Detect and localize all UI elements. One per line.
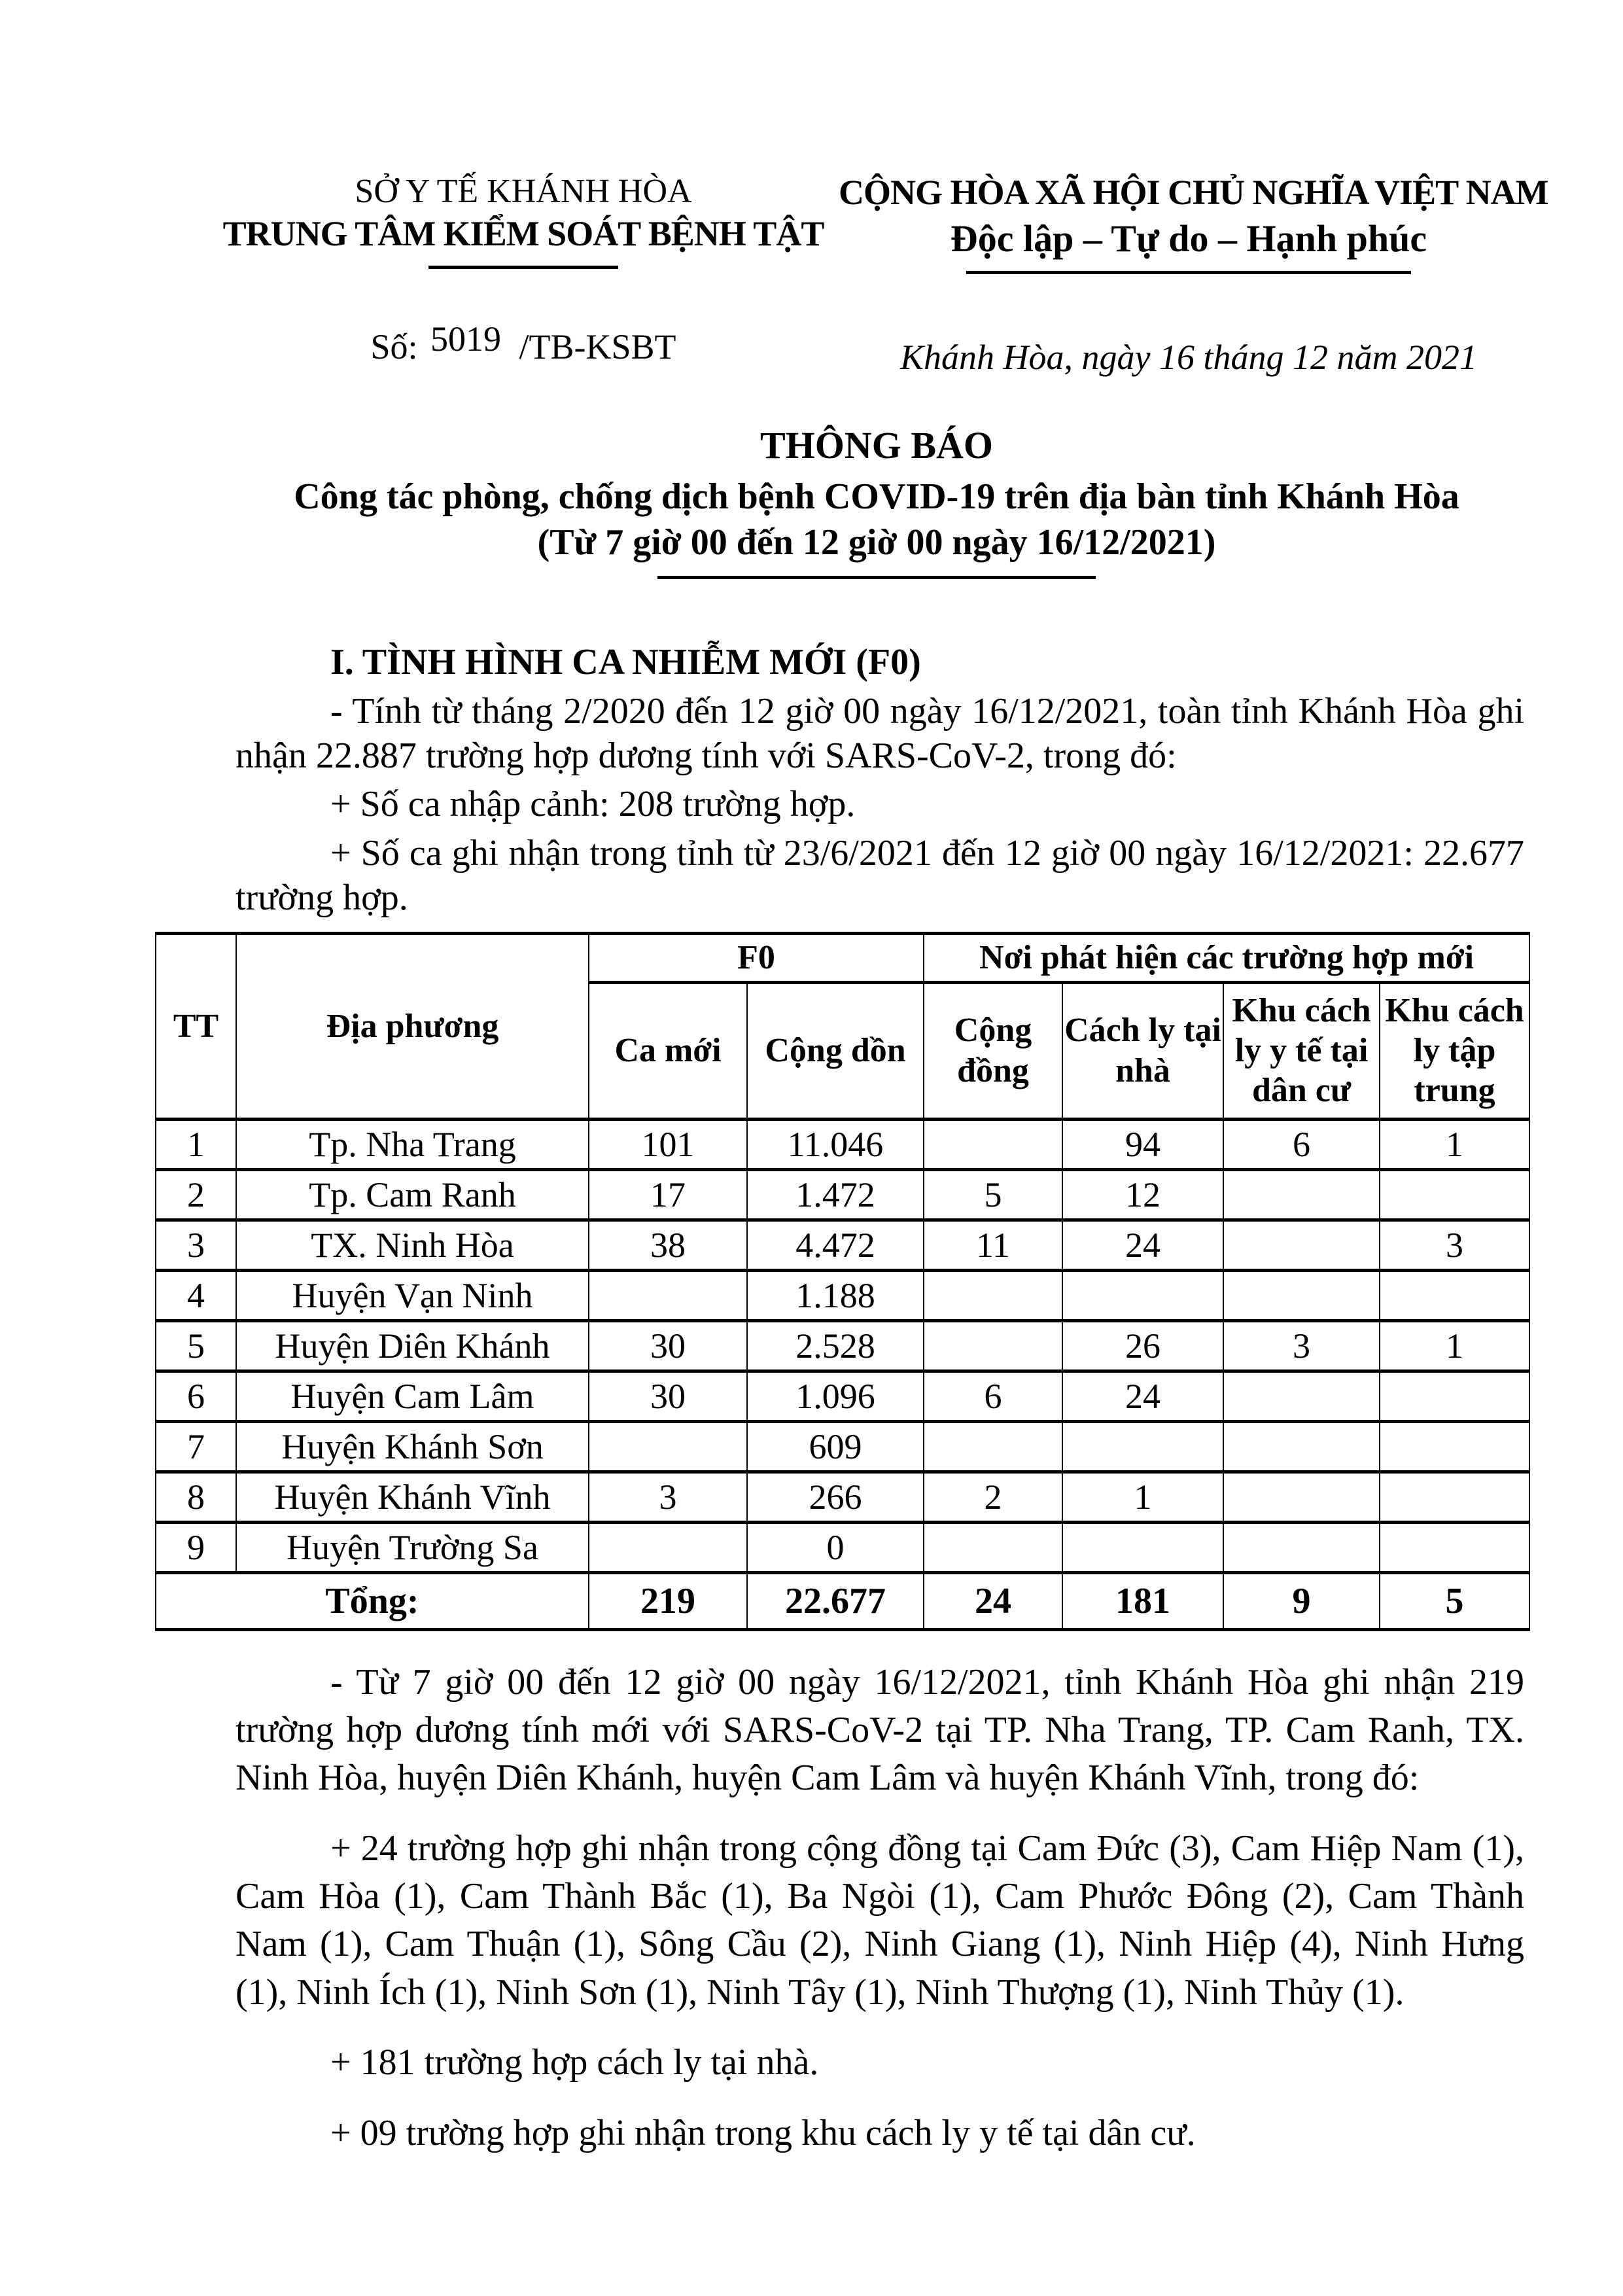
cell-cong-don: 11.046 xyxy=(747,1119,924,1169)
cell-cong-dong: 11 xyxy=(924,1220,1062,1270)
cell-cong-dong xyxy=(924,1119,1062,1169)
table-row xyxy=(156,1169,1529,1220)
motto-underline xyxy=(966,271,1411,274)
cell-cach-ly-tai-nha: 26 xyxy=(1062,1320,1223,1371)
national-motto: Độc lập – Tự do – Hạnh phúc xyxy=(950,217,1427,260)
cell-cach-ly-tai-nha: 24 xyxy=(1062,1220,1223,1270)
cell-khu-cach-ly-tap-trung: 3 xyxy=(1380,1220,1529,1270)
cell-cong-dong: 5 xyxy=(924,1169,1062,1220)
header-noi-phat-hien-group: Nơi phát hiện các trường hợp mới xyxy=(924,934,1529,982)
header-cong-dong: Cộng đồng xyxy=(924,982,1062,1119)
cell-khu-cach-ly-y-te: 3 xyxy=(1223,1320,1380,1371)
cell-cong-don: 4.472 xyxy=(747,1220,924,1270)
section-1-paragraph-3: + Số ca ghi nhận trong tỉnh từ 23/6/2021 đến 12 giờ 00 ngày 16/12/2021: 22.677 trường hợp. xyxy=(236,832,1524,918)
total-label: Tổng: xyxy=(156,1572,589,1629)
table-body xyxy=(156,1119,1529,1572)
cell-ca-moi xyxy=(589,1270,747,1320)
cell-ca-moi: 17 xyxy=(589,1169,747,1220)
section-1-heading: I. TÌNH HÌNH CA NHIỄM MỚI (F0) xyxy=(330,641,921,682)
cell-cach-ly-tai-nha: 12 xyxy=(1062,1169,1223,1220)
cell-khu-cach-ly-y-te xyxy=(1223,1220,1380,1270)
cell-dia-phuong: Huyện Khánh Sơn xyxy=(236,1421,589,1472)
table-row xyxy=(156,1119,1529,1169)
document-number-suffix: /TB-KSBT xyxy=(519,327,676,366)
cell-dia-phuong: Huyện Khánh Vĩnh xyxy=(236,1472,589,1522)
cell-khu-cach-ly-y-te xyxy=(1223,1522,1380,1572)
document-number-label: Số: xyxy=(370,327,418,366)
total-cong-don: 22.677 xyxy=(747,1572,924,1629)
header-dia-phuong: Địa phương xyxy=(236,934,589,1119)
cell-cong-dong xyxy=(924,1522,1062,1572)
cell-khu-cach-ly-y-te xyxy=(1223,1169,1380,1220)
header-ca-moi: Ca mới xyxy=(589,982,747,1119)
cell-khu-cach-ly-tap-trung xyxy=(1380,1421,1529,1472)
cell-tt: 6 xyxy=(156,1371,236,1421)
cell-ca-moi xyxy=(589,1421,747,1472)
cell-khu-cach-ly-y-te: 6 xyxy=(1223,1119,1380,1169)
cell-khu-cach-ly-tap-trung xyxy=(1380,1472,1529,1522)
national-title: CỘNG HÒA XÃ HỘI CHỦ NGHĨA VIỆT NAM xyxy=(839,173,1548,212)
cell-cong-dong: 6 xyxy=(924,1371,1062,1421)
cell-dia-phuong: Huyện Cam Lâm xyxy=(236,1371,589,1421)
cell-tt: 7 xyxy=(156,1421,236,1472)
cell-dia-phuong: Tp. Cam Ranh xyxy=(236,1169,589,1220)
cell-cong-don: 1.096 xyxy=(747,1371,924,1421)
cell-tt: 8 xyxy=(156,1472,236,1522)
table-header xyxy=(156,934,1529,1119)
header-khu-cach-ly-y-te: Khu cách ly y tế tại dân cư xyxy=(1223,982,1380,1119)
cell-khu-cach-ly-tap-trung: 1 xyxy=(1380,1119,1529,1169)
document-number-value: 5019 xyxy=(430,319,501,359)
covid-statistics-table xyxy=(155,932,1530,1631)
cell-ca-moi: 30 xyxy=(589,1371,747,1421)
cell-cong-dong xyxy=(924,1270,1062,1320)
cell-cong-don: 1.472 xyxy=(747,1169,924,1220)
cell-dia-phuong: Huyện Diên Khánh xyxy=(236,1320,589,1371)
cell-tt: 5 xyxy=(156,1320,236,1371)
cell-dia-phuong: Huyện Trường Sa xyxy=(236,1522,589,1572)
table-total-row xyxy=(156,1572,1529,1629)
cell-cong-don: 2.528 xyxy=(747,1320,924,1371)
table-row xyxy=(156,1522,1529,1572)
header-cong-don: Cộng dồn xyxy=(747,982,924,1119)
cell-khu-cach-ly-y-te xyxy=(1223,1421,1380,1472)
header-cach-ly-tai-nha: Cách ly tại nhà xyxy=(1062,982,1223,1119)
cell-dia-phuong: Huyện Vạn Ninh xyxy=(236,1270,589,1320)
cell-cong-don: 0 xyxy=(747,1522,924,1572)
document-subject-title: Công tác phòng, chống dịch bệnh COVID-19 trên địa bàn tỉnh Khánh Hòa xyxy=(294,476,1459,517)
cell-cach-ly-tai-nha: 1 xyxy=(1062,1472,1223,1522)
header-tt: TT xyxy=(156,934,236,1119)
place-date-line: Khánh Hòa, ngày 16 tháng 12 năm 2021 xyxy=(900,338,1477,378)
document-header xyxy=(0,171,1623,378)
cell-cong-dong xyxy=(924,1421,1062,1472)
after-table-paragraph-4: + 09 trường hợp ghi nhận trong khu cách ly y tế tại dân cư. xyxy=(330,2112,1196,2153)
cell-cach-ly-tai-nha xyxy=(1062,1522,1223,1572)
agency-underline xyxy=(428,266,618,269)
after-table-paragraph-2: + 24 trường hợp ghi nhận trong cộng đồng tại Cam Đức (3), Cam Hiệp Nam (1), Cam Hòa (1), Cam Thành Bắc (1), Ba Ngòi (1), Cam Phước Đông (2), Cam Thành Nam (1), Cam Thuận (1), Sông Cầu (2), Ninh Giang (1), Ninh Hiệp (4), Ninh Hưng (1), Ninh Ích (1), Ninh Sơn (1), Ninh Tây (1), Ninh Thượng (1), Ninh Thủy (1). xyxy=(236,1828,1524,2013)
cell-khu-cach-ly-y-te xyxy=(1223,1270,1380,1320)
header-f0-group: F0 xyxy=(589,934,924,982)
cell-cach-ly-tai-nha: 24 xyxy=(1062,1371,1223,1421)
cell-cong-dong xyxy=(924,1320,1062,1371)
cell-cach-ly-tai-nha xyxy=(1062,1421,1223,1472)
cell-ca-moi: 101 xyxy=(589,1119,747,1169)
table-row xyxy=(156,1472,1529,1522)
cell-cach-ly-tai-nha xyxy=(1062,1270,1223,1320)
table-row xyxy=(156,1421,1529,1472)
cell-khu-cach-ly-y-te xyxy=(1223,1371,1380,1421)
cell-tt: 2 xyxy=(156,1169,236,1220)
cell-khu-cach-ly-tap-trung: 1 xyxy=(1380,1320,1529,1371)
header-khu-cach-ly-tap-trung: Khu cách ly tập trung xyxy=(1380,982,1529,1119)
cell-cach-ly-tai-nha: 94 xyxy=(1062,1119,1223,1169)
title-underline xyxy=(657,576,1096,579)
cell-khu-cach-ly-tap-trung xyxy=(1380,1371,1529,1421)
total-khu-cach-ly-tap-trung: 5 xyxy=(1380,1572,1529,1629)
table-row xyxy=(156,1320,1529,1371)
cell-dia-phuong: Tp. Nha Trang xyxy=(236,1119,589,1169)
cell-tt: 1 xyxy=(156,1119,236,1169)
cell-ca-moi: 3 xyxy=(589,1472,747,1522)
document-type-title: THÔNG BÁO xyxy=(759,424,994,467)
table-row xyxy=(156,1220,1529,1270)
table-row xyxy=(156,1371,1529,1421)
cell-dia-phuong: TX. Ninh Hòa xyxy=(236,1220,589,1270)
agency-name: TRUNG TÂM KIỂM SOÁT BỆNH TẬT xyxy=(222,214,824,254)
cell-cong-dong: 2 xyxy=(924,1472,1062,1522)
cell-khu-cach-ly-tap-trung xyxy=(1380,1270,1529,1320)
cell-cong-don: 266 xyxy=(747,1472,924,1522)
cell-khu-cach-ly-tap-trung xyxy=(1380,1522,1529,1572)
cell-ca-moi xyxy=(589,1522,747,1572)
cell-tt: 3 xyxy=(156,1220,236,1270)
parent-agency-name: SỞ Y TẾ KHÁNH HÒA xyxy=(355,173,692,210)
cell-khu-cach-ly-y-te xyxy=(1223,1472,1380,1522)
section-1-paragraph-2: + Số ca nhập cảnh: 208 trường hợp. xyxy=(330,784,856,825)
cell-cong-don: 609 xyxy=(747,1421,924,1472)
total-ca-moi: 219 xyxy=(589,1572,747,1629)
cell-ca-moi: 38 xyxy=(589,1220,747,1270)
after-table-paragraph-3: + 181 trường hợp cách ly tại nhà. xyxy=(330,2042,819,2083)
cell-ca-moi: 30 xyxy=(589,1320,747,1371)
section-1-paragraph-1: - Tính từ tháng 2/2020 đến 12 giờ 00 ngày 16/12/2021, toàn tỉnh Khánh Hòa ghi nhận 22.887 trường hợp dương tính với SARS-CoV-2, trong đó: xyxy=(236,690,1524,776)
national-motto-block xyxy=(839,171,1548,378)
cell-tt: 4 xyxy=(156,1270,236,1320)
issuing-agency-block xyxy=(222,171,824,367)
table-row xyxy=(156,1270,1529,1320)
cell-cong-don: 1.188 xyxy=(747,1270,924,1320)
total-khu-cach-ly-y-te: 9 xyxy=(1223,1572,1380,1629)
cell-khu-cach-ly-tap-trung xyxy=(1380,1169,1529,1220)
document-title-block xyxy=(236,422,1518,579)
document-number-line xyxy=(222,319,824,367)
document-time-range: (Từ 7 giờ 00 đến 12 giờ 00 ngày 16/12/2021) xyxy=(537,521,1216,563)
total-cong-dong: 24 xyxy=(924,1572,1062,1629)
cell-tt: 9 xyxy=(156,1522,236,1572)
after-table-paragraph-1: - Từ 7 giờ 00 đến 12 giờ 00 ngày 16/12/2021, tỉnh Khánh Hòa ghi nhận 219 trường hợp dương tính mới với SARS-CoV-2 tại TP. Nha Trang, TP. Cam Ranh, TX. Ninh Hòa, huyện Diên Khánh, huyện Cam Lâm và huyện Khánh Vĩnh, trong đó: xyxy=(236,1661,1524,1799)
total-cach-ly-tai-nha: 181 xyxy=(1062,1572,1223,1629)
